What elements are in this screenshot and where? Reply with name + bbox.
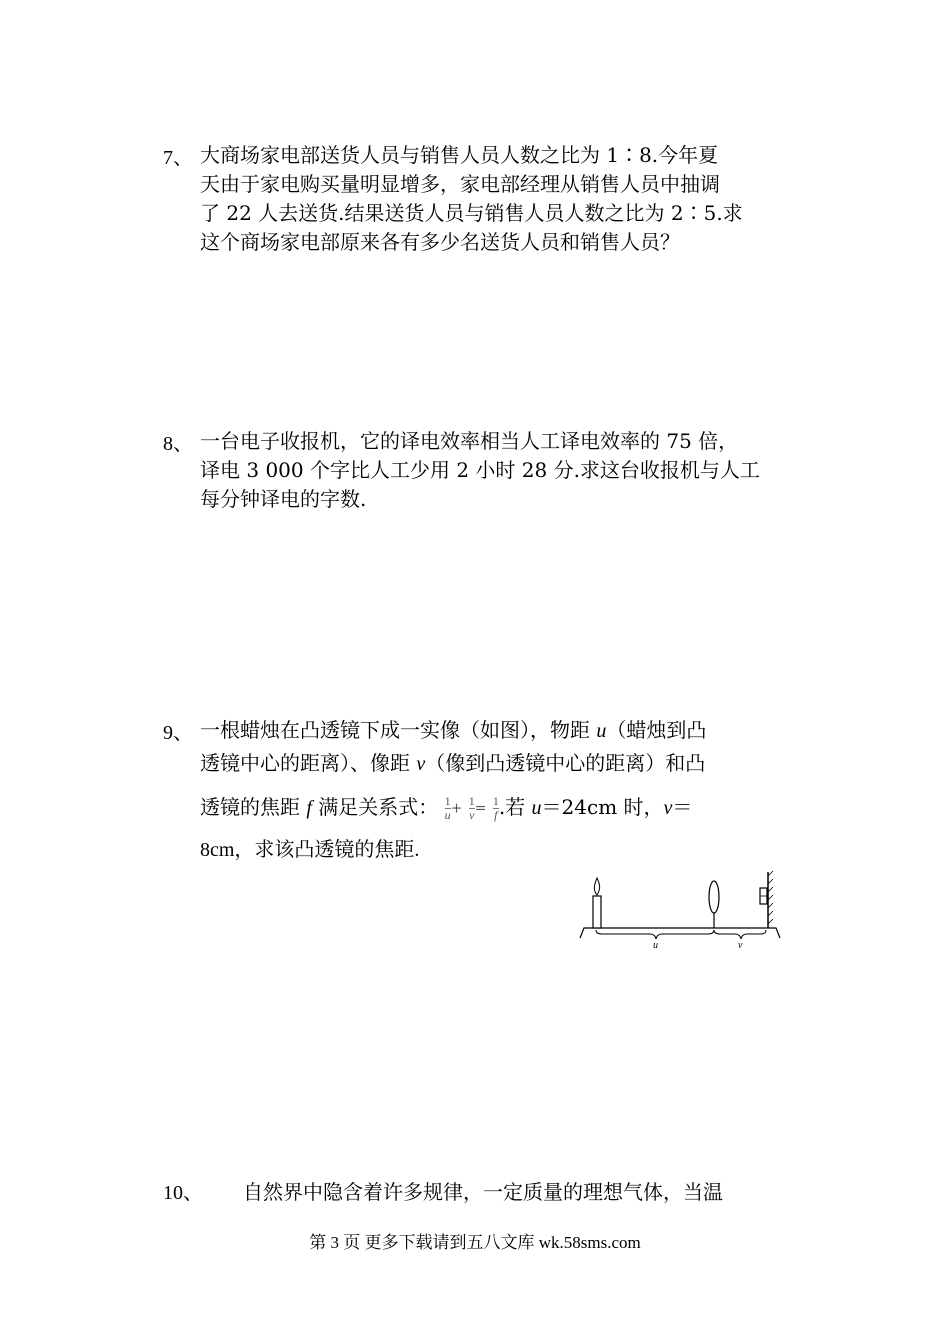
question-8-line-3: 每分钟译电的字数. xyxy=(200,487,367,511)
question-10 xyxy=(163,1176,723,1205)
question-9 xyxy=(163,714,803,866)
q9-text-3a: 透镜的焦距 xyxy=(200,795,307,819)
page-footer: 第 3 页 更多下载请到五八文库 wk.58sms.com xyxy=(309,1233,641,1252)
q9-text-1b: （蜡烛到凸 xyxy=(606,718,707,742)
bench-line xyxy=(580,928,780,938)
question-8-body xyxy=(200,427,803,514)
question-9-line-4: 8cm，求该凸透镜的焦距. xyxy=(200,839,420,861)
label-v: v xyxy=(738,940,743,951)
plus-sign: + xyxy=(450,800,463,817)
q9-text-3d: ＝24cm 时， xyxy=(541,795,664,819)
var-u: u xyxy=(596,720,607,742)
label-u: u xyxy=(653,940,658,951)
question-8-number: 8、 xyxy=(163,433,193,455)
question-10-text: 自然界中隐含着许多规律，一定质量的理想气体，当温 xyxy=(243,1180,723,1204)
question-7-number: 7、 xyxy=(163,147,193,169)
question-8 xyxy=(163,427,803,514)
q9-text-2a: 透镜中心的距离）、像距 xyxy=(200,751,417,775)
question-9-line-2 xyxy=(200,746,803,780)
fraction-1-over-f: $\frac{1}{f}$ xyxy=(492,794,499,822)
question-9-line-3 xyxy=(200,780,803,834)
q9-text-3c: .若 xyxy=(498,795,532,819)
question-9-body xyxy=(200,714,803,866)
convex-lens-figure xyxy=(578,870,783,952)
q9-text-2b: （像到凸透镜中心的距离）和凸 xyxy=(425,751,706,775)
q9-text-1a: 一根蜡烛在凸透镜下成一实像（如图），物距 xyxy=(200,718,597,742)
question-10-number: 10、 xyxy=(163,1182,203,1204)
question-7 xyxy=(163,141,803,257)
fraction-1-over-u: $\frac{1}{u}$ xyxy=(444,794,451,822)
question-9-number: 9、 xyxy=(163,722,193,744)
var-f: f xyxy=(306,797,312,819)
fraction-1-over-v: $\frac{1}{v}$ xyxy=(468,794,475,822)
brace-v xyxy=(714,930,766,939)
flame-icon xyxy=(594,878,599,895)
question-8-line-2: 译电 3 000 个字比人工少用 2 小时 28 分.求这台收报机与人工 xyxy=(200,458,760,482)
question-7-line-4: 这个商场家电部原来各有多少名送货人员和销售人员？ xyxy=(200,230,680,254)
question-9-line-1 xyxy=(200,714,803,746)
q9-text-3e: ＝ xyxy=(672,795,693,819)
q9-text-3b: 满足关系式： xyxy=(311,795,439,819)
question-7-line-2: 天由于家电购买量明显增多，家电部经理从销售人员中抽调 xyxy=(200,172,720,196)
var-u-2: u xyxy=(531,797,542,819)
question-7-line-3: 了 22 人去送货.结果送货人员与销售人员人数之比为 2∶5.求 xyxy=(200,201,743,225)
var-v-2: v xyxy=(663,797,673,819)
candle-icon xyxy=(593,896,601,928)
brace-u xyxy=(596,930,714,939)
lens-icon xyxy=(709,881,719,913)
equals-sign: = xyxy=(474,800,487,817)
question-7-body xyxy=(200,141,803,257)
question-8-line-1: 一台电子收报机，它的译电效率相当人工译电效率的 75 倍， xyxy=(200,429,739,453)
var-v: v xyxy=(416,753,426,775)
question-7-line-1: 大商场家电部送货人员与销售人员人数之比为 1∶8.今年夏 xyxy=(200,143,719,167)
